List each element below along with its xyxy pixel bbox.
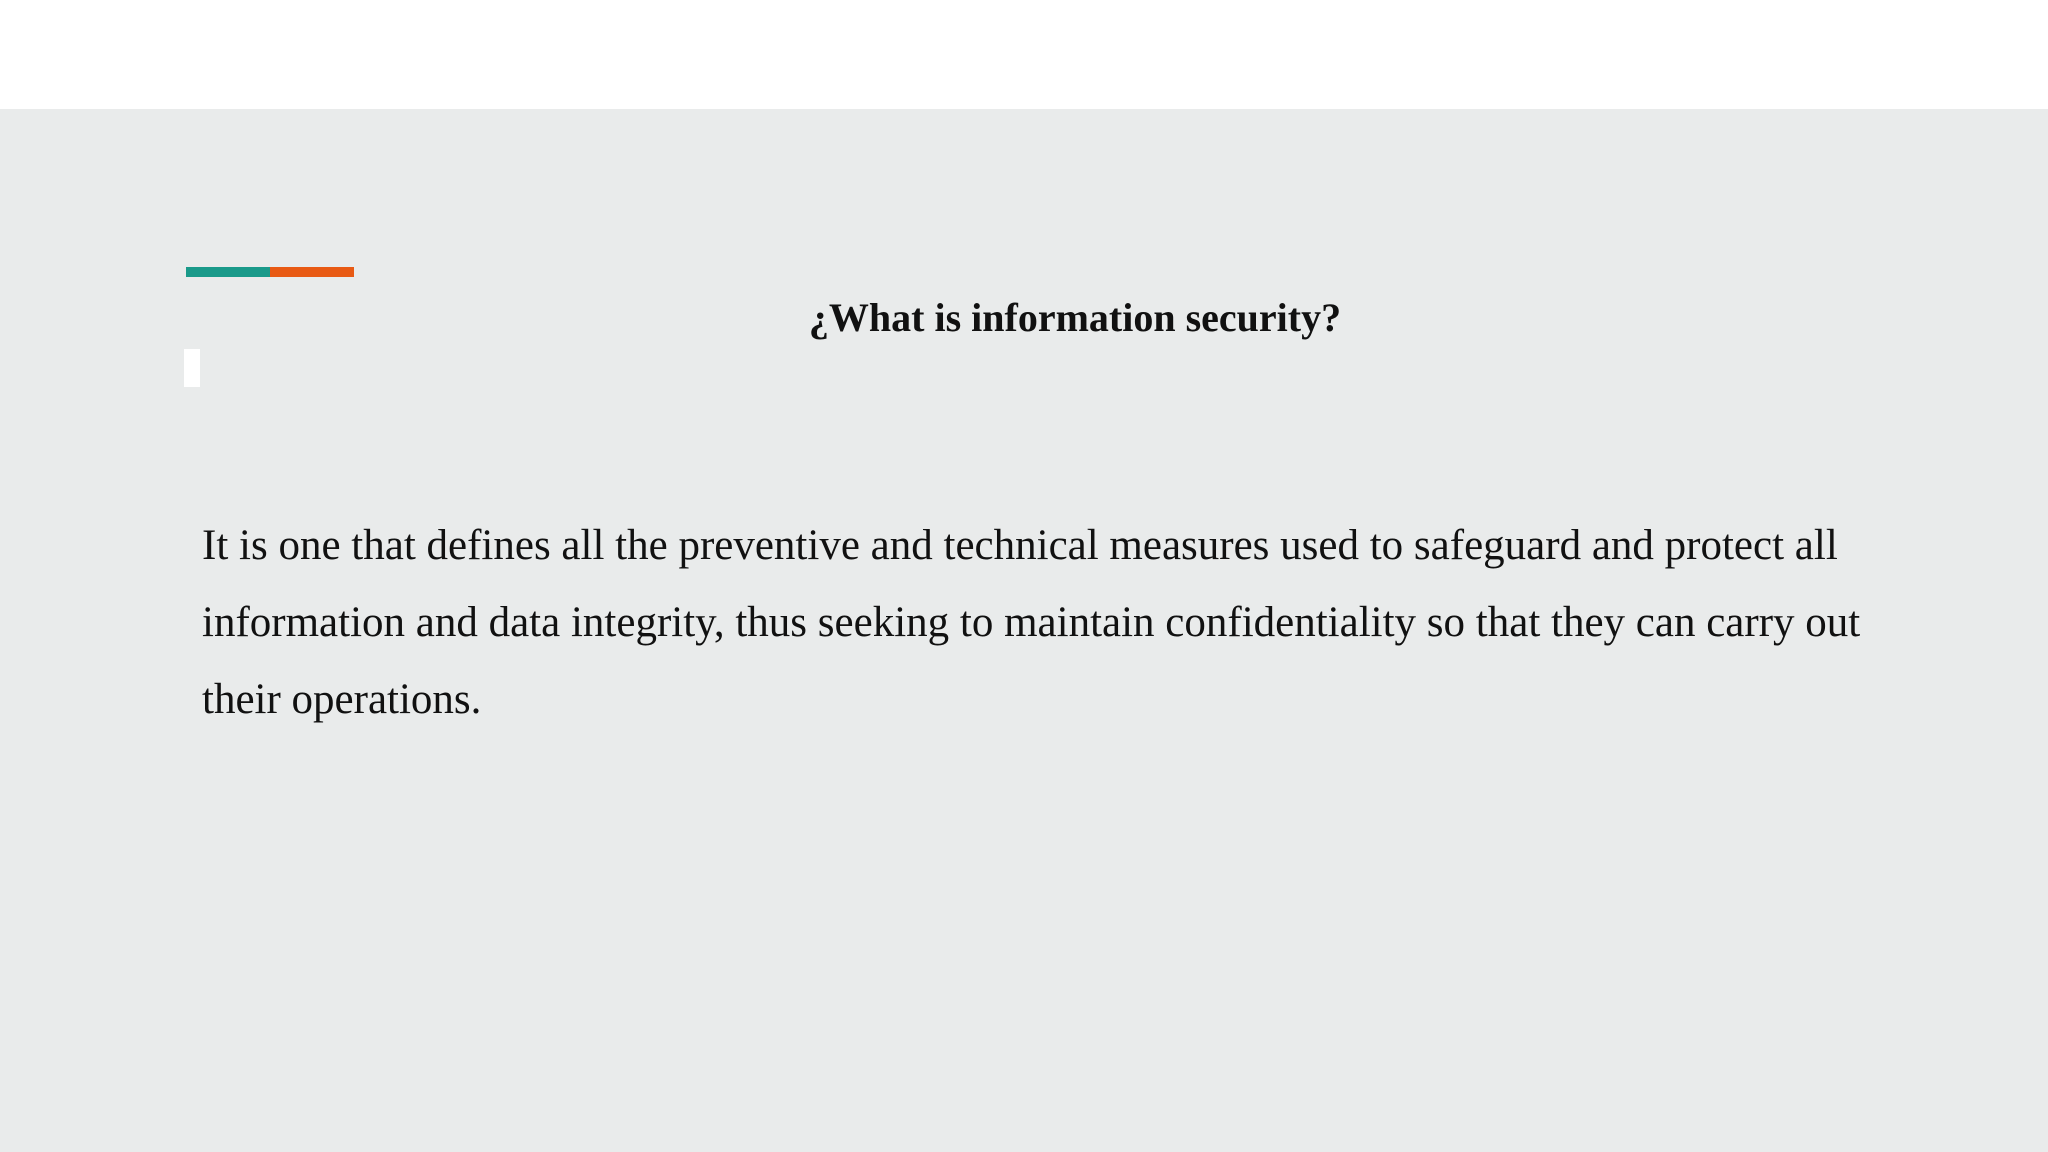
slide-title: ¿What is information security?: [808, 295, 1342, 340]
accent-bar-teal: [186, 267, 270, 277]
accent-bar-orange: [270, 267, 354, 277]
slide-body-text: It is one that defines all the preventive and technical measures used to safeguard and protect all information and data integrity, thus seeking to maintain confidentiality so that they can carry out their operations.: [202, 522, 1861, 723]
top-band: [0, 0, 2048, 109]
title-accent-bar: [186, 267, 354, 277]
text-cursor-marker: [184, 349, 200, 387]
